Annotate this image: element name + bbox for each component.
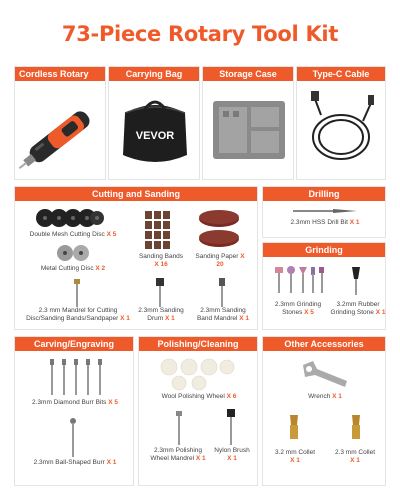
panel-header: Type-C Cable: [297, 67, 385, 81]
rubber-stone-image: [349, 265, 363, 295]
collet-32-image: [287, 413, 301, 443]
item-label: 2.3 mm Mandrel for Cutting Disc/Sanding Bands/Sandpaper X 1: [26, 307, 130, 322]
panel-cutting-sanding: [14, 186, 258, 330]
panel-header: Cordless Rotary Tool: [15, 67, 105, 81]
item-label: 2.3mm Diamond Burr Bits X 5: [32, 399, 118, 406]
band-mandrel-image: [215, 277, 229, 307]
item-label: Wool Polishing Wheel X 6: [161, 393, 237, 400]
cable-image: [301, 87, 383, 177]
panel-header: Polishing/Cleaning: [139, 337, 257, 351]
item-label: 2.3mm Grinding Stones X 5: [274, 301, 322, 316]
metal-disc-image: [55, 244, 91, 262]
panel-storage-case: [202, 66, 294, 180]
item-label: 2.3mm HSS Drill Bit X 1: [290, 219, 360, 226]
grinding-stones-image: [271, 265, 327, 295]
rotary-tool-image: [19, 87, 103, 177]
panel-cordless-tool: [14, 66, 106, 180]
ball-burr-image: [67, 417, 79, 457]
panel-header: Carving/Engraving: [15, 337, 133, 351]
panel-grinding: [262, 242, 386, 330]
item-label: 3.2mm Rubber Grinding Stone X 1: [330, 301, 386, 316]
item-label: 2.3mm Sanding Drum X 1: [138, 307, 184, 322]
panel-type-c-cable: [296, 66, 386, 180]
diamond-burr-image: [45, 357, 105, 397]
panel-other-accessories: [262, 336, 386, 486]
panel-header: Storage Case: [203, 67, 293, 81]
item-label: Nylon Brush X 1: [214, 447, 250, 462]
carrying-bag-image: [115, 89, 195, 175]
panel-carrying-bag: [108, 66, 200, 180]
item-label: 3.2 mm Collet X 1: [274, 449, 316, 464]
item-label: Sanding Paper X 20: [195, 253, 245, 268]
item-label: 2.3mm Ball-Shaped Burr X 1: [33, 459, 117, 466]
item-label: Sanding Bands X 16: [138, 253, 184, 268]
sanding-paper-image: [197, 209, 241, 253]
wrench-image: [299, 359, 351, 389]
panel-drilling: [262, 186, 386, 238]
panel-header: Drilling: [263, 187, 385, 201]
item-label: Metal Cutting Disc X 2: [40, 265, 106, 272]
item-label: 2.3mm Sanding Band Mandrel X 1: [196, 307, 250, 322]
page-title: 73-Piece Rotary Tool Kit: [61, 22, 339, 46]
panel-header: Cutting and Sanding: [15, 187, 257, 201]
panel-header: Other Accessories: [263, 337, 385, 351]
nylon-brush-image: [225, 409, 237, 445]
mandrel-image: [71, 277, 83, 307]
vevor-logo: VEVOR: [135, 130, 175, 142]
panel-carving: [14, 336, 134, 486]
drill-bit-image: [293, 207, 357, 215]
panel-polishing: [138, 336, 258, 486]
panel-header: Grinding: [263, 243, 385, 257]
mesh-disc-image: [35, 207, 105, 229]
sanding-bands-image: [143, 209, 179, 253]
sanding-drum-image: [153, 277, 167, 307]
storage-case-image: [211, 91, 287, 171]
item-label: Wrench X 1: [308, 393, 342, 400]
wool-wheel-image: [159, 357, 239, 391]
item-label: 2.3 mm Collet X 1: [334, 449, 376, 464]
polishing-mandrel-image: [173, 409, 185, 445]
panel-header: Carrying Bag: [109, 67, 199, 81]
collet-23-image: [349, 413, 363, 443]
item-label: 2.3mm Polishing Wheel Mandrel X 1: [150, 447, 206, 462]
item-label: Double Mesh Cutting Disc X 5: [29, 231, 117, 238]
